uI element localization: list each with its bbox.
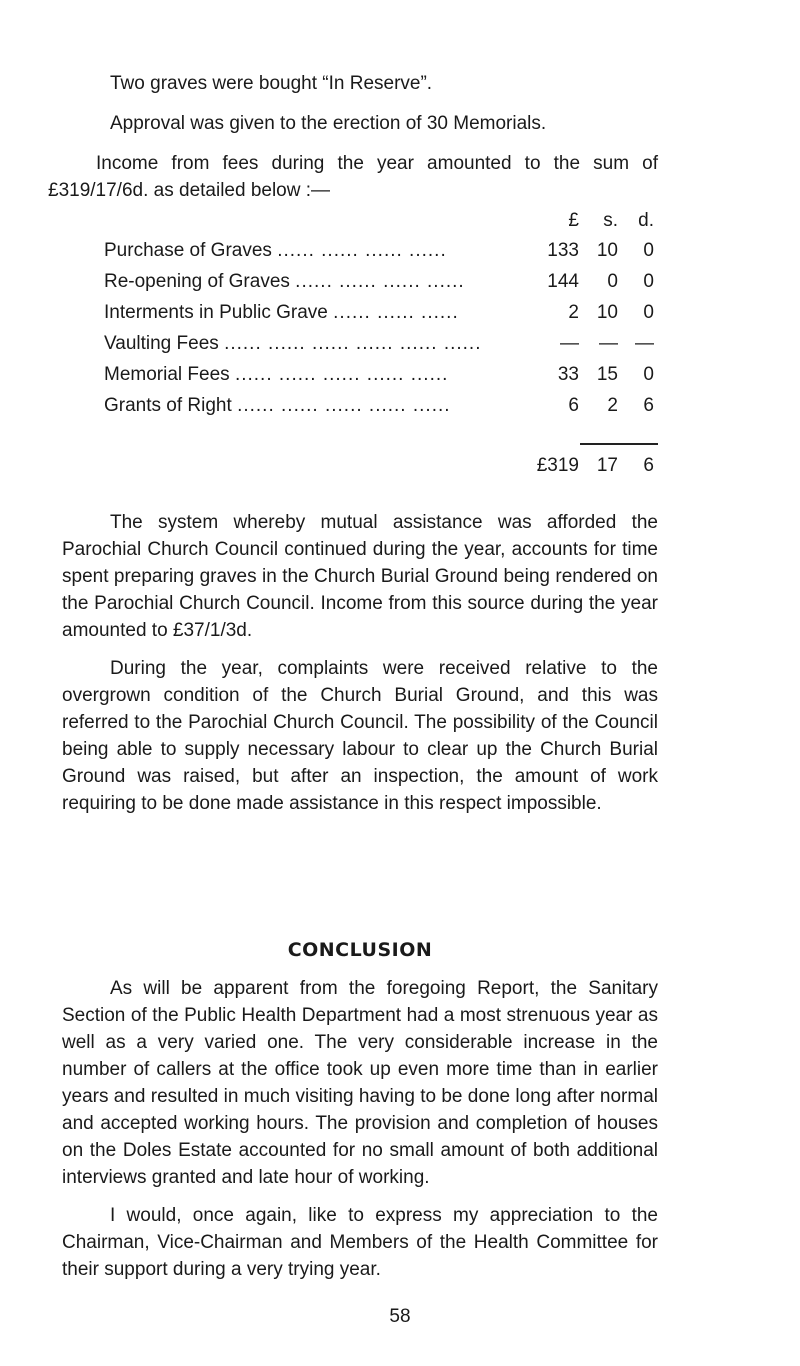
pounds-header: £ [568,210,579,231]
conclusion-paragraph: As will be apparent from the foregoing Report, the Sanitary Section of the Public Health Department had a most strenuous year as well as a very varied one. The very considerable increase in the number of callers at the office took up even more time than in earlier years and resulted in much visiting having to be done long after normal and accepted working hours. The provision and completion of houses on the Doles Estate accounted for no small amount of both additional interviews granted and late hour of working. [62,978,658,1188]
fee-pence: 0 [643,302,654,323]
fee-row [62,361,658,391]
fee-shillings: 15 [596,364,618,385]
leader-dots: ...... ...... ...... ...... ...... [237,395,451,416]
fee-shillings: — [599,333,618,354]
fee-label: Vaulting Fees ...... ...... ...... ...... ...... ...... [104,333,482,354]
leader-dots: ...... ...... ...... ...... ...... ...... [224,333,482,354]
shillings-header: s. [603,210,618,231]
leader-dots: ...... ...... ...... ...... ...... [234,364,449,385]
fee-shillings: 10 [596,302,618,323]
fee-pounds: 6 [568,395,579,416]
fee-pounds: 2 [568,302,579,323]
fee-label: Interments in Public Grave ...... ...... ...... [104,302,459,323]
fee-shillings: 2 [607,395,618,416]
burial-ground-paragraph: During the year, complaints were received relative to the overgrown condition of the Church Burial Ground, and this was referred to the Parochial Church Council. The possibility of the Council being able to supply necessary labour to clear up the Church Burial Ground was raised, but after an inspection, the amount of work requiring to be done made assistance in this respect impossible. [62,658,658,814]
pence-header: d. [638,210,654,231]
fee-pounds: 144 [547,271,579,292]
leader-dots: ...... ...... ...... [333,302,459,323]
fee-row [62,330,658,360]
fee-pence: — [635,333,654,354]
fees-table [62,207,658,492]
fee-pounds: 133 [547,240,579,261]
total-pence: 6 [643,455,654,476]
fee-label: Re-opening of Graves ...... ...... ...... ...... [104,271,465,292]
fee-pence: 6 [643,395,654,416]
fee-row [62,392,658,422]
reserve-graves-paragraph: Two graves were bought “In Reserve”. [110,73,433,94]
fee-label: Purchase of Graves ...... ...... ...... ...... [104,240,447,261]
fee-row [62,268,658,298]
mutual-assistance-paragraph: The system whereby mutual assistance was afforded the Parochial Church Council continued during the year, accounts for time spent preparing graves in the Church Burial Ground being rendered on the Parochial Church Council. Income from this source during the year amounted to £37/1/3d. [62,512,658,641]
income-paragraph: Income from fees during the year amounted to the sum of £319/17/6d. as detailed below :— [48,153,658,201]
fee-row [62,299,658,329]
fee-label: Memorial Fees ...... ...... ...... ...... ...... [104,364,449,385]
total-rule [580,443,658,445]
fee-pence: 0 [643,240,654,261]
fee-shillings: 0 [607,271,618,292]
fee-pence: 0 [643,364,654,385]
fee-label: Grants of Right ...... ...... ...... ...... ...... [104,395,451,416]
fee-total-row [62,452,658,482]
fee-pounds: — [560,333,579,354]
fees-table-header [62,207,658,237]
page-number: 58 [389,1306,411,1327]
total-pounds: £319 [536,455,579,476]
fee-row [62,237,658,267]
fee-pence: 0 [643,271,654,292]
fee-pounds: 33 [557,364,579,385]
conclusion-heading: CONCLUSION [287,939,433,961]
leader-dots: ...... ...... ...... ...... [277,240,447,261]
memorials-paragraph: Approval was given to the erection of 30 Memorials. [110,113,547,134]
fee-shillings: 10 [596,240,618,261]
leader-dots: ...... ...... ...... ...... [295,271,465,292]
report-page [48,70,658,1283]
total-shillings: 17 [596,455,618,476]
appreciation-paragraph: I would, once again, like to express my appreciation to the Chairman, Vice-Chairman and Members of the Health Committee for their support during a very trying year. [62,1205,658,1280]
